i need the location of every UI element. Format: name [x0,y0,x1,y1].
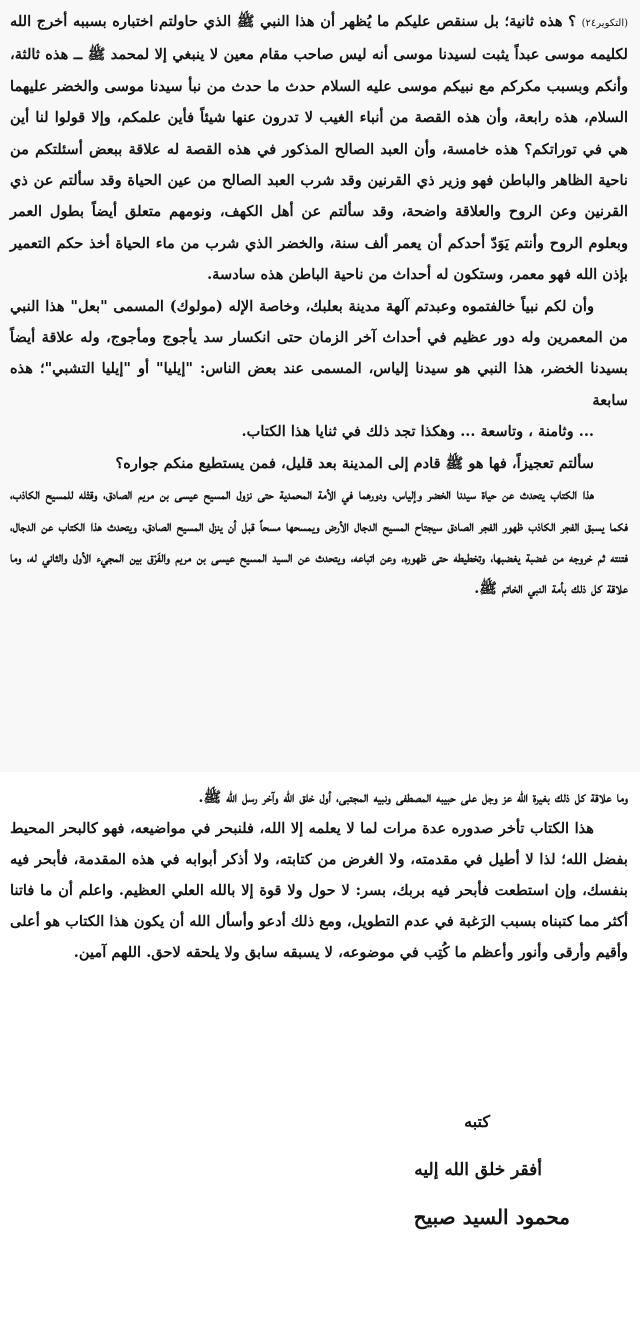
paragraph-5: هذا الكتاب يتحدث عن حياة سيدنا الخضر وإلياس، ودورهما في الأمة المحمدية حتى نزول المسيح عيسى بن مريم الصادق، وقتْله للمسيح الكاذب، فكما يسبق الفجر الكاذب ظهور الفجر الصادق سيجتاح المسيح الدجال الأرض ويمسحها مسحاً قبل أن ينزل المسيح الصادق، ويتحدث هذا الكتاب عن الدجال، فتنته ثم خروجه من غضبة يغضبها، وتخطيطه حتى ظهوره، وعن اتباعه، ويتحدث عن السيد المسيح عيسى بن مريم والفَرْق بين المجيء الأول والثاني له، وما علاقة كل ذلك بأمة النبي الخاتم ﷺ. [10,486,628,598]
verse-reference: (التكوير٢٤) [581,18,628,29]
paragraph-4: سألتم تعجيزاً، فها هو ﷺ قادم إلى المدينة بعد قليل، فمن يستطيع منكم جواره؟ [115,454,594,472]
paragraph-1 [10,6,628,291]
paragraph-3: ... وثامنة ، وتاسعة ... وهكذا تجد ذلك في ثنايا هذا الكتاب. [241,423,594,441]
paragraph-1-text: ؟ هذه ثانية؛ بل سنقص عليكم ما يُظهر أن هذا النبي ﷺ الذي حاولتم اختباره بسببه أخرج الله لكليمه موسى عبداً يثبت لسيدنا موسى أنه ليس صاحب مقام معين لا ينبغي إلا لمحمد ﷺ ــ هذه ثالثة، وأنكم وبسبب مكركم مع نبيكم موسى عليه السلام حدث ما حدث من نبأ سيدنا موسى والخضر عليهما السلام، هذه رابعة، وأن هذه القصة من أنباء الغيب لا تدرون عنها شيئاً فأين علمكم، وإلا قولوا لنا أين هي في توراتكم؟ هذه خامسة، وأن العبد الصالح المذكور في هذه القصة له علاقة ببعض أسئلتكم من ناحية الظاهر والباطن فهو وزير ذي القرنين وقد شرب العبد الصالح من عين الحياة وقد سألتم عن ذي القرنين وعن الروح والعلاقة واضحة، وقد سألتم عن أهل الكهف، ونومهم متعلق أيضاً بطول العمر وبعلوم الروح وأنتم يَوَدّ أحدكم أن يعمر ألف سنة، والخضر الذي شرب من ماء الحياة أخذ حكم التعمير بإذن الله فهو معمر، وستكون له أحداث من ناحية الباطن هذه سادسة. [10,13,628,284]
paragraph-2: وأن لكم نبياً خالفتموه وعبدتم آلهة مدينة بعلبك، وخاصة الإله (مولوك) المسمى "بعل" هذا النبي من المعمرين وله دور عظيم في أحداث آخر الزمان حتى انكسار سد يأجوج ومأجوج، وله علاقة أيضاً بسيدنا الخضر، هذا النبي هو سيدنا إلياس، المسمى عند بعض الناس: "إيليا" أو "إيليا التشبي"؛ هذه سابعة [10,297,628,409]
paragraph-7: هذا الكتاب تأخر صدوره عدة مرات لما لا يعلمه إلا الله، فلنبحر في مواضيعه، فهو كالبحر المحيط بفضل الله؛ لذا لا أطيل في مقدمته، ولا الغرض من كتابته، ولا أذكر أبوابه في هذه المقدمة، فأبحر فيه بنفسك، وإن استطعت فأبحر فيه بربك، بسر: لا حول ولا قوة إلا بالله العلي العظيم. واعلم أن ما فاتنا أكثر مما كتبناه بسبب الرَغبة في عدم التطويل، ومع ذلك أدعو وأسأل الله أن يكون هذا الكتاب هو أعلى وأقيم وأرقى وأنور وأعظم ما كُتِب في موضوعه، لا يسبقه سابق ولا يلحقه لاحق. اللهم آمين. [10,820,628,961]
paragraph-6: وما علاقة كل ذلك بغيرة الله عز وجل على حبيبه المصطفى ونبيه المجتبى، أول خلق الله وآخر رسل الله ﷺ. [198,789,628,806]
page-scan-bottom [0,772,640,1328]
signature-line-1: أفقر خلق الله إليه [414,1160,542,1180]
signature-title: كتبه [464,1112,490,1131]
signature-author: محمود السيد صبيح [413,1205,570,1229]
